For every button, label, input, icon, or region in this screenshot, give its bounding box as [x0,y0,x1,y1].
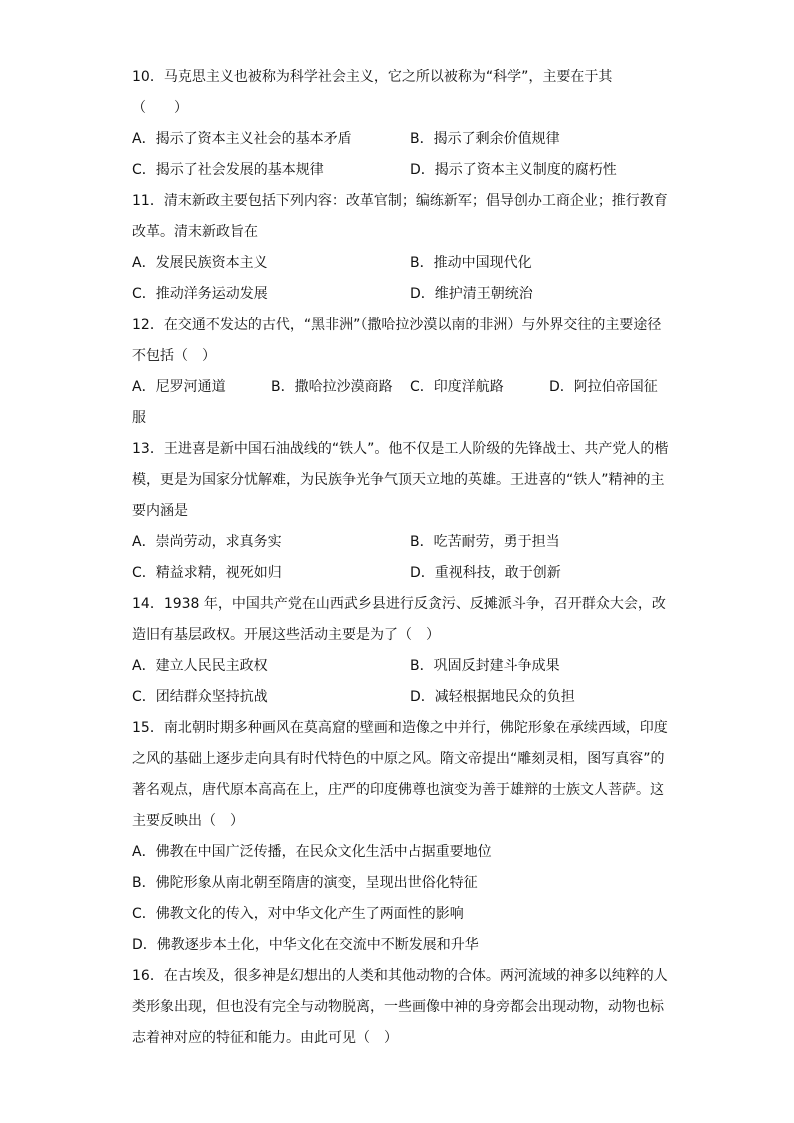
options-row [132,372,664,403]
question-stem-line: 15．南北朝时期多种画风在莫高窟的壁画和造像之中并行，佛陀形象在承续西域，印度 [132,720,668,736]
question-stem-line: 14．1938 年，中国共产党在山西武乡县进行反贪污、反摊派斗争，召开群众大会，改 [132,596,666,612]
question-13 [132,434,669,589]
question-stem-line: 要内涵是 [132,503,188,519]
option-b: B．推动中国现代化 [410,255,532,271]
question-stem-line: 11．清末新政主要包括下列内容：改革官制；编练新军；倡导创办工商企业；推行教育 [132,193,668,209]
option-b: B．揭示了剩余价值规律 [410,131,560,147]
question-stem-line: 模，更是为国家分忧解难，为民族争光争气顶天立地的英雄。王进喜的“铁人”精神的主 [132,472,665,488]
option-a: A．建立人民民主政权 [132,658,268,674]
option-c: C．佛教文化的传入，对中华文化产生了两面性的影响 [132,906,464,922]
question-stem-line: 主要反映出（ ） [132,813,244,829]
question-11 [132,186,668,310]
question-12 [132,310,664,434]
option-c: C．精益求精，视死如归 [132,565,282,581]
option-b: B．撒哈拉沙漠商路 [271,379,393,395]
question-stem-line: 10．马克思主义也被称为科学社会主义，它之所以被称为“科学”，主要在于其 [132,69,613,85]
question-stem-line: 志着神对应的特征和能力。由此可见（ ） [132,1030,398,1046]
question-stem-line: 之风的基础上逐步走向具有时代特色的中原之风。隋文帝提出“雕刻灵相，图写真容”的 [132,751,665,767]
question-list [132,62,669,1054]
options-row [132,558,664,589]
option-d: D．减轻根据地民众的负担 [410,689,575,705]
option-a: A．崇尚劳动，求真务实 [132,534,282,550]
option-c: C．揭示了社会发展的基本规律 [132,162,324,178]
option-a: A．发展民族资本主义 [132,255,268,271]
question-10 [132,62,664,186]
option-d: D．维护清王朝统治 [410,286,533,302]
options-row [132,279,664,310]
option-b: B．佛陀形象从南北朝至隋唐的演变，呈现出世俗化特征 [132,875,478,891]
option-c: C．团结群众坚持抗战 [132,689,268,705]
option-a: A．揭示了资本主义社会的基本矛盾 [132,131,352,147]
option-d: D．重视科技，敢于创新 [410,565,561,581]
options-row [132,651,664,682]
question-stem-line: 16．在古埃及，很多神是幻想出的人类和其他动物的合体。两河流域的神多以纯粹的人 [132,968,668,984]
question-15 [132,713,668,961]
option-c: C．印度洋航路 [410,379,504,395]
option-d: D．阿拉伯帝国征 [549,379,658,395]
question-14 [132,589,664,713]
options-row [132,124,664,155]
question-stem-line: 著名观点，唐代原本高高在上，庄严的印度佛尊也演变为善于雄辩的士族文人菩萨。这 [132,782,664,798]
option-a: A．佛教在中国广泛传播，在民众文化生活中占据重要地位 [132,844,492,860]
options-row [132,248,664,279]
question-stem-line: 12．在交通不发达的古代，“黑非洲”（撒哈拉沙漠以南的非洲）与外界交往的主要途径 [132,317,662,333]
options-row [132,682,664,713]
option-d: D．佛教逐步本土化，中华文化在交流中不断发展和升华 [132,937,479,953]
question-stem-line: 13．王进喜是新中国石油战线的“铁人”。他不仅是工人阶级的先锋战士、共产党人的楷 [132,441,669,457]
question-stem-line: （ ） [132,100,188,116]
question-stem-line: 改革。清末新政旨在 [132,224,258,240]
question-stem-line: 不包括（ ） [132,348,216,364]
question-16 [132,961,668,1054]
question-stem-line: 类形象出现，但也没有完全与动物脱离，一些画像中神的身旁都会出现动物，动物也标 [132,999,664,1015]
options-row [132,155,664,186]
option-a: A．尼罗河通道 [132,379,226,395]
option-c: C．推动洋务运动发展 [132,286,268,302]
option-b: B．巩固反封建斗争成果 [410,658,560,674]
question-stem-line: 造旧有基层政权。开展这些活动主要是为了（ ） [132,627,440,643]
option-d: D．揭示了资本主义制度的腐朽性 [410,162,617,178]
option-b: B．吃苦耐劳，勇于担当 [410,534,560,550]
option-wrap-line: 服 [132,410,146,426]
options-row [132,527,664,558]
